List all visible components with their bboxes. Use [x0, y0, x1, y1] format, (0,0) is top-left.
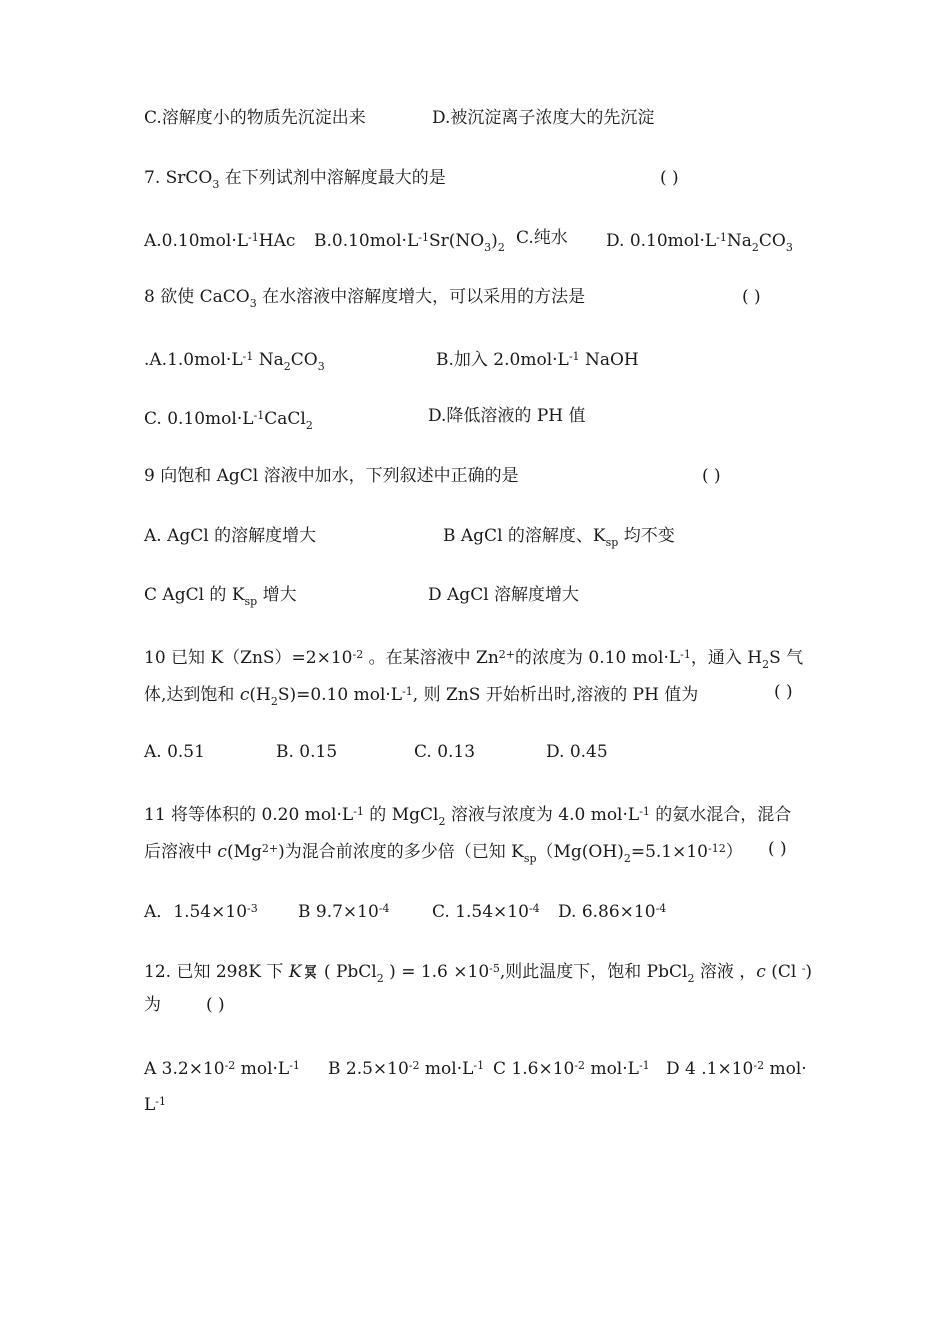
q10-option-a: A. 0.51: [144, 742, 205, 762]
q12-option-c: C $1.6\times 10^{-2}$ $mol\cdot L^{-1}$: [493, 1059, 650, 1079]
q10-option-b: B. 0.15: [276, 742, 338, 762]
garbled-sp-glyph: 冥: [304, 963, 317, 981]
q9-option-a: A. AgCl 的溶解度增大: [144, 526, 317, 546]
q10-stem-line2: 体,达到饱和 $c(H_2S)=0.10$ $mol\cdot L^{-1}$, 则 ZnS 开始析出时,溶液的 PH 值为: [144, 685, 699, 708]
q11-option-a: A．$1.54\times 10^{-3}$: [144, 902, 258, 922]
q6-option-c: C.溶解度小的物质先沉淀出来: [144, 108, 366, 128]
q11-option-b: B $9.7\times 10^{-4}$: [298, 902, 390, 922]
q9-option-d: D AgCl 溶解度增大: [428, 585, 580, 605]
q9-option-b: B AgCl 的溶解度、$K_{sp}$ 均不变: [443, 526, 675, 549]
q8-answer-blank: ( ): [742, 287, 761, 307]
q8-stem: 8 欲使 CaCO$_3$ 在水溶液中溶解度增大，可以采用的方法是: [144, 287, 586, 310]
q7-option-d: D. $0.10mol\cdot L^{-1}Na_2CO_3$: [606, 231, 793, 254]
q9-option-c: C AgCl 的 $K_{sp}$ 增大: [144, 585, 297, 608]
q12-stem-line1: 12. 已知 298K 下 K 冥 ( PbCl$_2$ ) = $1.6 \times 10^{-5}$,则此温度下，饱和 PbCl$_2$ 溶液 ，c (Cl -): [144, 962, 813, 985]
q12-answer-blank: ( ): [206, 995, 225, 1015]
q11-answer-blank: ( ): [768, 839, 787, 859]
q11-stem-line2: 后溶液中 $c(Mg^{2+})$为混合前浓度的多少倍（已知 $K_{sp}(Mg(OH)_2=5.1\times 10^{-12})$: [144, 842, 743, 865]
q9-answer-blank: ( ): [702, 466, 721, 486]
q10-answer-blank: ( ): [774, 682, 793, 702]
q11-option-c: C. $1.54\times 10^{-4}$: [432, 902, 540, 922]
q8-option-c: C. $0.10mol\cdot L^{-1}CaCl_2$: [144, 409, 313, 432]
q10-option-d: D. 0.45: [546, 742, 608, 762]
q10-stem-line1: 10 已知 $K(ZnS)=2\times 10^{-2}$ 。在某溶液中 $Zn^{2+}$的浓度为 0.10 $mol\cdot L^{-1}$，通入 $H_2S$ 气: [144, 648, 804, 671]
q9-stem: 9 向饱和 AgCl 溶液中加水，下列叙述中正确的是: [144, 466, 519, 486]
q12-option-a: A $3.2\times 10^{-2}$ $mol\cdot L^{-1}$: [144, 1059, 300, 1079]
q11-option-d: D. $6.86\times 10^{-4}$: [558, 902, 667, 922]
q7-stem: 7. SrCO$_3$ 在下列试剂中溶解度最大的是: [144, 168, 446, 191]
q8-option-a: $.A.1.0mol\cdot L^{-1}$ $Na_2CO_3$: [144, 350, 325, 373]
q11-stem-line1: 11 将等体积的 0.20 $mol\cdot L^{-1}$ 的 MgCl$_2$ 溶液与浓度为 4.0 $mol\cdot L^{-1}$ 的氨水混合，混合: [144, 805, 792, 828]
q7-option-c: C.纯水: [516, 228, 568, 248]
q12-option-d: D 4 $.1\times 10^{-2}$ mol·: [666, 1059, 807, 1079]
q12-stem-line2: 为: [144, 995, 161, 1015]
q10-option-c: C. 0.13: [414, 742, 476, 762]
q12-option-d-continued: $L^{-1}$: [144, 1095, 167, 1115]
q7-answer-blank: ( ): [660, 168, 679, 188]
q12-option-b: B $2.5\times 10^{-2}$ $mol\cdot L^{-1}$: [328, 1059, 485, 1079]
q7-option-b: $B.0.10mol\cdot L^{-1}Sr(NO_3)_2$: [314, 231, 505, 254]
q8-option-d: D.降低溶液的 PH 值: [428, 406, 586, 426]
q6-option-d: D.被沉淀离子浓度大的先沉淀: [432, 108, 655, 128]
q7-option-a: $A.0.10mol\cdot L^{-1}HAc$: [144, 231, 296, 251]
q8-option-b: B.加入 $2.0mol\cdot L^{-1}$ NaOH: [436, 350, 639, 370]
